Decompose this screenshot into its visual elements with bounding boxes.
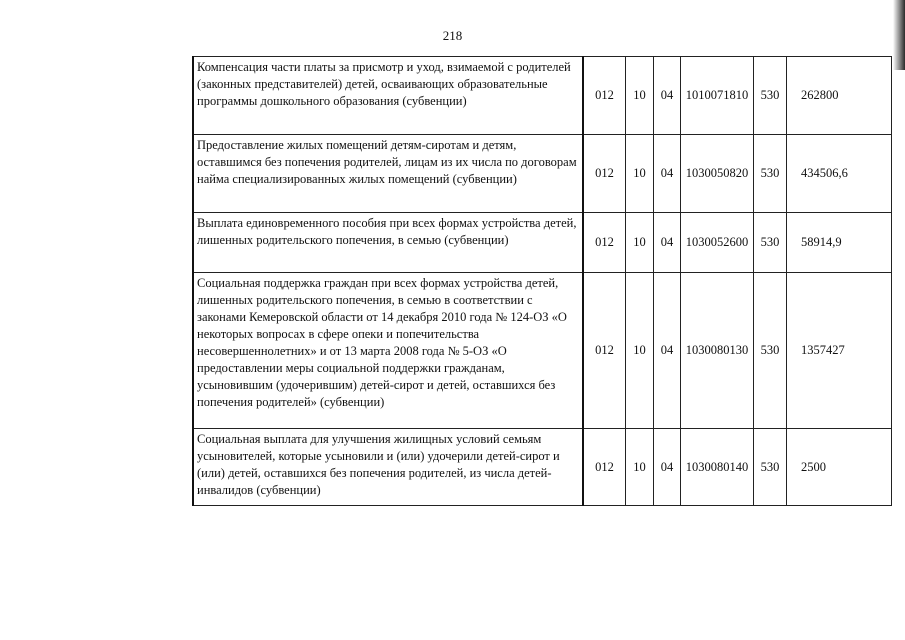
- section-code: 10: [626, 57, 654, 135]
- row-description: Предоставление жилых помещений детям-сиротам и детям, оставшимся без попечения родителей, лицам из их числа по договорам найма специализированных жилых помещений (субвенции): [193, 135, 583, 213]
- subsection-code: 04: [654, 273, 681, 429]
- expense-type-code: 530: [754, 213, 787, 273]
- target-article-code: 1030080140: [681, 429, 754, 506]
- budget-table: [192, 56, 892, 506]
- target-article-code: 1030050820: [681, 135, 754, 213]
- ministry-code: 012: [583, 273, 626, 429]
- ministry-code: 012: [583, 57, 626, 135]
- amount: 262800: [787, 57, 892, 135]
- row-description: Компенсация части платы за присмотр и уход, взимаемой с родителей (законных представителей) детей, осваивающих образовательные программы дошкольного образования (субвенции): [193, 57, 583, 135]
- ministry-code: 012: [583, 429, 626, 506]
- subsection-code: 04: [654, 57, 681, 135]
- target-article-code: 1030052600: [681, 213, 754, 273]
- subsection-code: 04: [654, 135, 681, 213]
- amount: 58914,9: [787, 213, 892, 273]
- subsection-code: 04: [654, 429, 681, 506]
- expense-type-code: 530: [754, 429, 787, 506]
- amount: 2500: [787, 429, 892, 506]
- table-row: [193, 57, 892, 135]
- target-article-code: 1030080130: [681, 273, 754, 429]
- table-row: [193, 273, 892, 429]
- row-description: Выплата единовременного пособия при всех формах устройства детей, лишенных родительского попечения, в семью (субвенции): [193, 213, 583, 273]
- section-code: 10: [626, 429, 654, 506]
- table-row: [193, 429, 892, 506]
- section-code: 10: [626, 273, 654, 429]
- page-number: 218: [442, 28, 463, 43]
- row-description: Социальная поддержка граждан при всех формах устройства детей, лишенных родительского попечения, в семью в соответствии с законами Кемеровской области от 14 декабря 2010 года № 124-ОЗ «О некоторых вопросах в сфере опеки и попечительства несовершеннолетних» и от 13 марта 2008 года № 5-ОЗ «О предоставлении меры социальной поддержки гражданам, усыновившим (удочерившим) детей-сирот и детей, оставшихся без попечения родителей» (субвенции): [193, 273, 583, 429]
- target-article-code: 1010071810: [681, 57, 754, 135]
- expense-type-code: 530: [754, 135, 787, 213]
- table-row: [193, 213, 892, 273]
- amount: 1357427: [787, 273, 892, 429]
- subsection-code: 04: [654, 213, 681, 273]
- expense-type-code: 530: [754, 57, 787, 135]
- table-row: [193, 135, 892, 213]
- section-code: 10: [626, 135, 654, 213]
- section-code: 10: [626, 213, 654, 273]
- row-description: Социальная выплата для улучшения жилищных условий семьям усыновителей, которые усыновили и (или) удочерили детей-сирот и (или) детей, оставшихся без попечения родителей, из числа детей-инвалидов (субвенции): [193, 429, 583, 506]
- amount: 434506,6: [787, 135, 892, 213]
- ministry-code: 012: [583, 135, 626, 213]
- expense-type-code: 530: [754, 273, 787, 429]
- ministry-code: 012: [583, 213, 626, 273]
